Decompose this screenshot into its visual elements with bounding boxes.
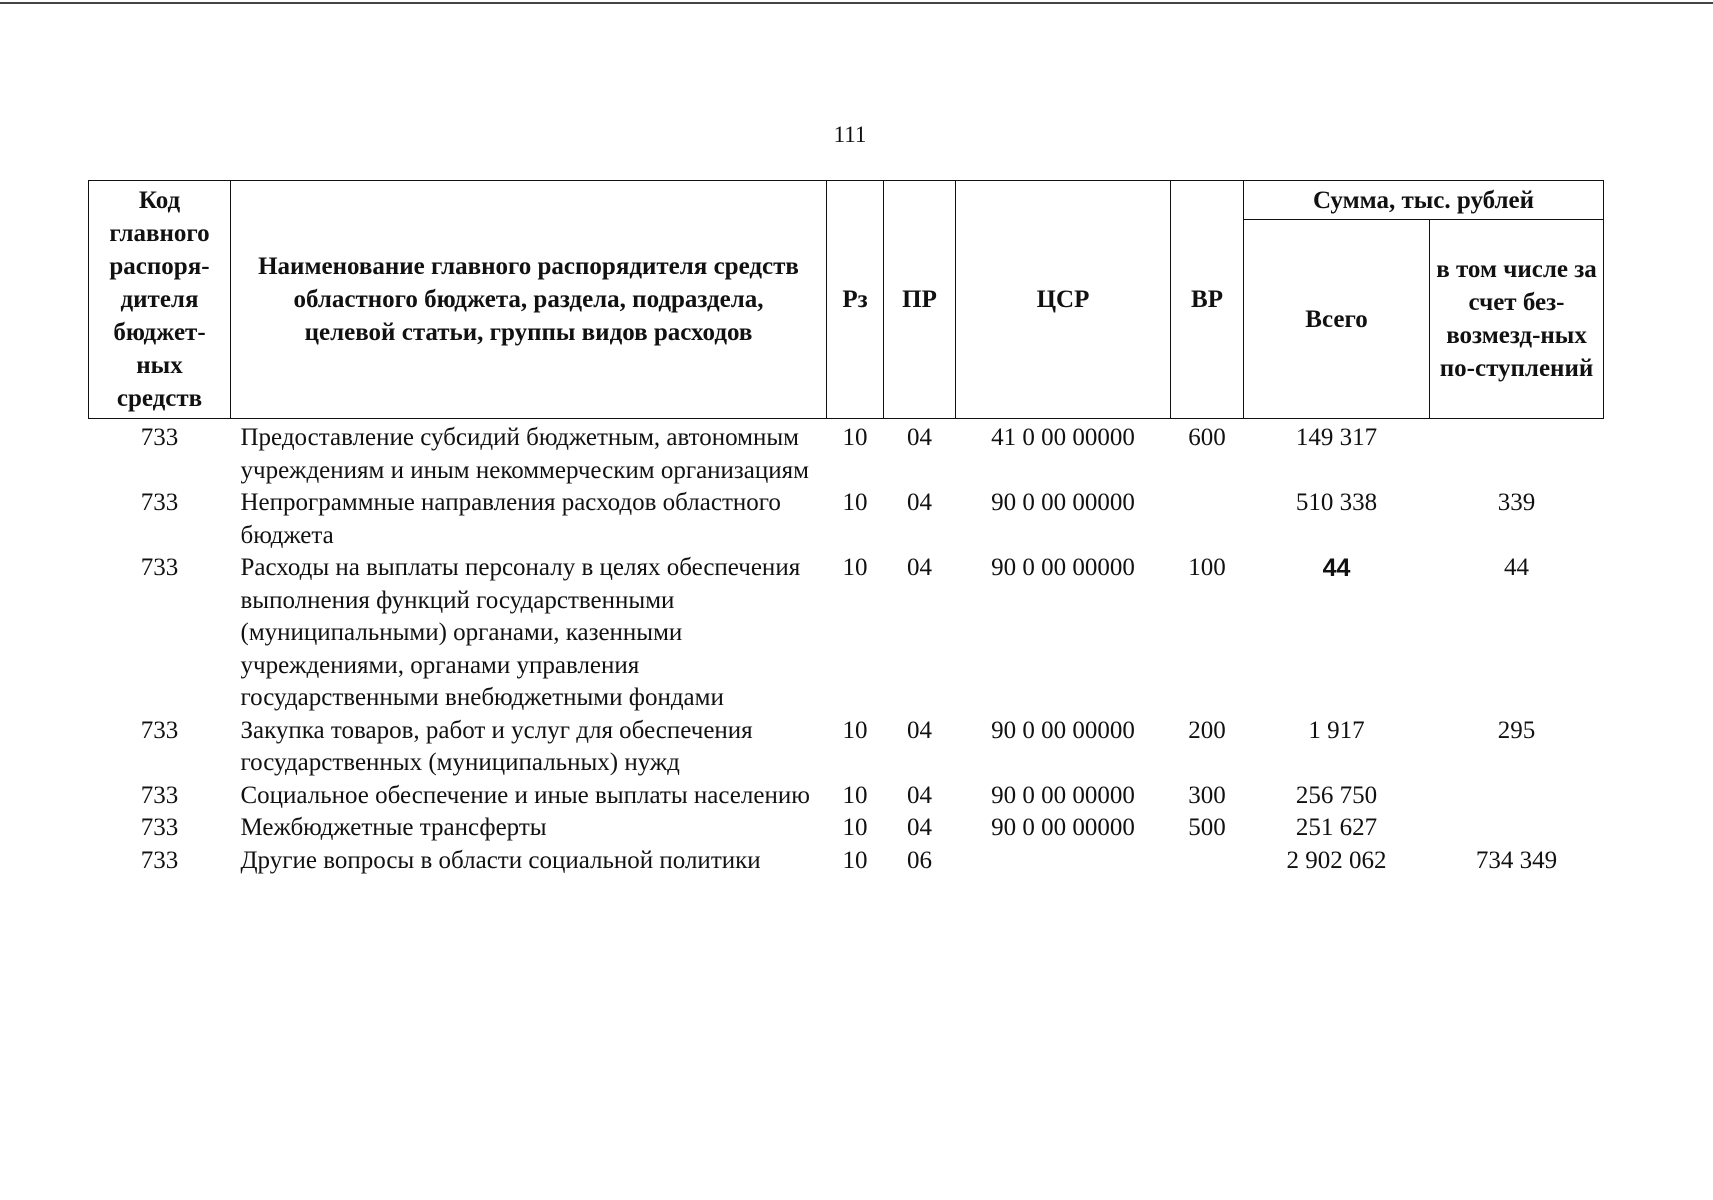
- table-row: [89, 812, 1604, 845]
- cell-name: Закупка товаров, работ и услуг для обеспечения государственных (муниципальных) нужд: [240, 716, 753, 776]
- cell-name: Другие вопросы в области социальной политики: [240, 846, 761, 874]
- cell-name: Социальное обеспечение и иные выплаты населению: [240, 781, 810, 809]
- cell-csr: 90 0 00 00000: [991, 814, 1135, 841]
- cell-rz: 10: [842, 424, 868, 451]
- table-row: [89, 845, 1604, 878]
- cell-code: 733: [140, 554, 179, 581]
- cell-rz: 10: [842, 489, 868, 516]
- cell-pr: 04: [907, 554, 932, 581]
- cell-csr: 90 0 00 00000: [991, 781, 1135, 809]
- cell-rz: 10: [842, 846, 868, 874]
- table-row: [89, 419, 1604, 488]
- cell-including: 44: [1504, 554, 1529, 581]
- cell-including: 734 349: [1475, 846, 1558, 874]
- header-including: в том числе за счет без-возмезд-ных по-ступлений: [1430, 220, 1604, 419]
- cell-rz: 10: [842, 781, 868, 809]
- cell-code: 733: [140, 489, 179, 516]
- cell-including: [1430, 812, 1604, 845]
- cell-vr: 300: [1188, 781, 1226, 809]
- cell-name: Предоставление субсидий бюджетным, автономным учреждениям и иным некоммерческим организациям: [240, 424, 809, 484]
- cell-pr: 04: [907, 489, 932, 516]
- header-code: Код главного распоря-дителя бюджет-ных средств: [89, 181, 231, 419]
- cell-vr: [1171, 845, 1244, 878]
- cell-including: [1430, 780, 1604, 813]
- cell-csr: [956, 845, 1171, 878]
- cell-pr: 06: [907, 846, 932, 874]
- cell-pr: 04: [907, 814, 932, 841]
- cell-including: 295: [1497, 716, 1536, 744]
- header-pr: ПР: [884, 181, 956, 419]
- cell-total: 149 317: [1295, 424, 1378, 451]
- cell-vr: 600: [1188, 424, 1226, 451]
- cell-pr: 04: [907, 716, 932, 744]
- cell-code: 733: [140, 814, 179, 841]
- cell-csr: 90 0 00 00000: [991, 489, 1135, 516]
- cell-vr: 100: [1188, 554, 1226, 581]
- table-body: [89, 419, 1604, 878]
- cell-pr: 04: [907, 781, 932, 809]
- table-row: [89, 715, 1604, 780]
- cell-code: 733: [140, 716, 179, 744]
- cell-csr: 90 0 00 00000: [991, 716, 1135, 744]
- header-rz: Рз: [827, 181, 884, 419]
- cell-vr: 200: [1188, 716, 1226, 744]
- table-row: [89, 487, 1604, 552]
- cell-name: Расходы на выплаты персоналу в целях обеспечения выполнения функций государственными (муниципальными) органами, казенными учреждениями, органами управления государственными внебюджетными фондами: [240, 554, 801, 711]
- cell-total: 251 627: [1295, 814, 1378, 841]
- cell-rz: 10: [842, 814, 868, 841]
- cell-code: 733: [140, 424, 179, 451]
- cell-name: Непрограммные направления расходов областного бюджета: [240, 489, 781, 549]
- cell-name: Межбюджетные трансферты: [240, 814, 547, 841]
- header-csr: ЦСР: [956, 181, 1171, 419]
- cell-total: 256 750: [1295, 781, 1378, 809]
- cell-rz: 10: [842, 554, 868, 581]
- header-vr: ВР: [1171, 181, 1244, 419]
- cell-vr: [1171, 487, 1244, 552]
- cell-total: 510 338: [1295, 489, 1378, 516]
- budget-table: [88, 180, 1604, 877]
- cell-total: 1 917: [1308, 716, 1365, 744]
- top-border-line: [0, 2, 1713, 4]
- cell-code: 733: [140, 781, 179, 809]
- cell-pr: 04: [907, 424, 932, 451]
- header-sum-group: Сумма, тыс. рублей: [1244, 181, 1604, 220]
- table-header: [89, 181, 1604, 419]
- cell-csr: 41 0 00 00000: [991, 424, 1135, 451]
- cell-total: 44: [1322, 554, 1351, 582]
- cell-csr: 90 0 00 00000: [991, 554, 1135, 581]
- cell-including: 339: [1497, 489, 1536, 516]
- header-name: Наименование главного распорядителя средств областного бюджета, раздела, подраздела, целевой статьи, группы видов расходов: [231, 181, 827, 419]
- page-number: 111: [833, 122, 867, 147]
- header-total: Всего: [1244, 220, 1430, 419]
- cell-total: 2 902 062: [1286, 846, 1387, 874]
- cell-code: 733: [140, 846, 179, 874]
- table-row: [89, 780, 1604, 813]
- cell-vr: 500: [1188, 814, 1226, 841]
- cell-including: [1430, 419, 1604, 488]
- cell-rz: 10: [842, 716, 868, 744]
- table-row: [89, 552, 1604, 715]
